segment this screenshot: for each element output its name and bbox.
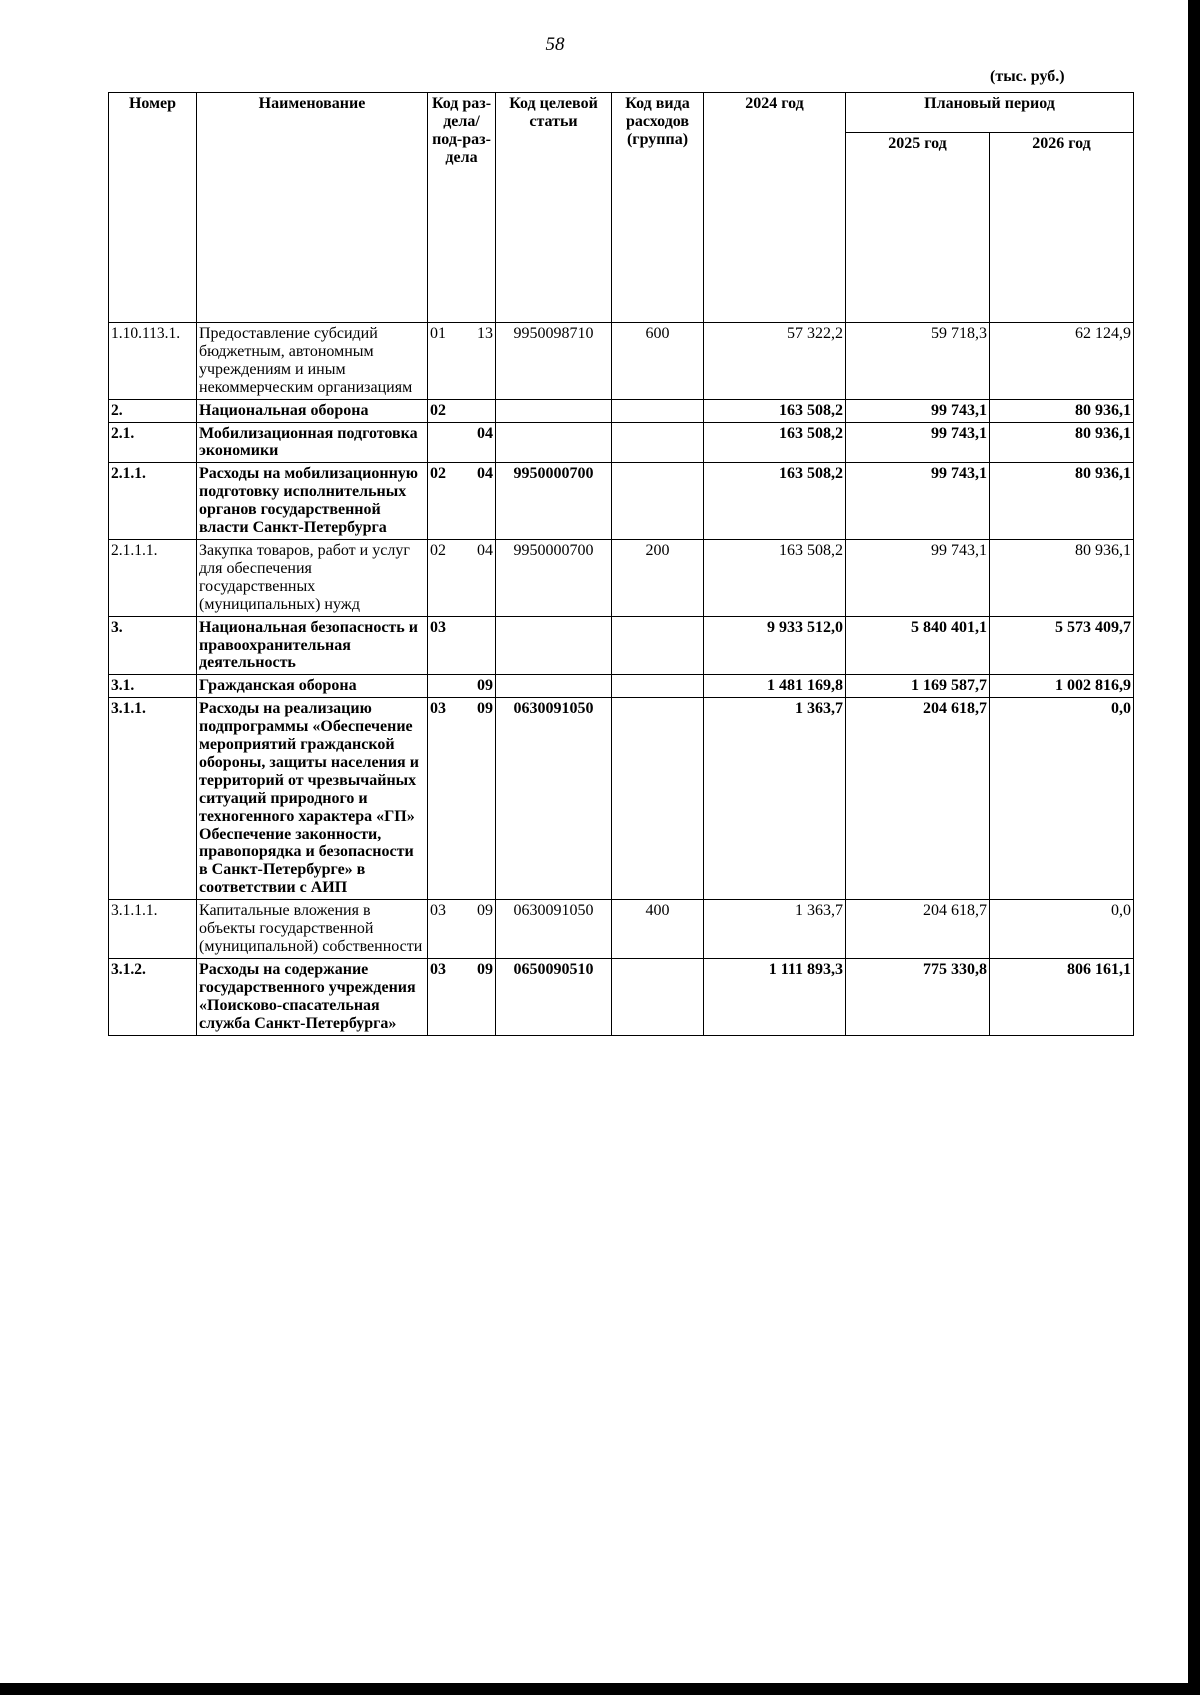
- table-row: [109, 675, 1134, 698]
- row-section: 03: [430, 902, 446, 920]
- row-expense-type: [612, 675, 704, 698]
- row-section: 03: [430, 960, 446, 978]
- row-number: 3.1.1.: [109, 698, 197, 900]
- units-label: (тыс. руб.): [990, 68, 1065, 85]
- row-amount-2024: 1 481 169,8: [704, 675, 846, 698]
- row-amount-2026: 0,0: [990, 900, 1134, 959]
- table-row: [109, 539, 1134, 616]
- row-name: Мобилизационная подготовка экономики: [197, 422, 428, 463]
- row-amount-2026: 1 002 816,9: [990, 675, 1134, 698]
- row-section-code: [428, 323, 496, 400]
- row-section: 01: [430, 325, 446, 342]
- header-target-code: Код целевой статьи: [496, 93, 612, 323]
- row-name: Национальная безопасность и правоохранительная деятельность: [197, 616, 428, 675]
- table-body: [109, 323, 1134, 1036]
- row-amount-2024: 163 508,2: [704, 422, 846, 463]
- row-section-code: [428, 539, 496, 616]
- row-expense-type: [612, 422, 704, 463]
- row-name: Капитальные вложения в объекты государственной (муниципальной) собственности: [197, 900, 428, 959]
- row-amount-2026: 5 573 409,7: [990, 616, 1134, 675]
- row-expense-type: [612, 616, 704, 675]
- row-section-code: [428, 958, 496, 1035]
- row-expense-type: 200: [612, 539, 704, 616]
- row-target-code: [496, 422, 612, 463]
- row-name: Гражданская оборона: [197, 675, 428, 698]
- budget-table: [108, 92, 1134, 1036]
- row-amount-2025: 775 330,8: [846, 958, 990, 1035]
- row-amount-2024: 163 508,2: [704, 463, 846, 540]
- row-amount-2026: 806 161,1: [990, 958, 1134, 1035]
- header-name: Наименование: [197, 93, 428, 323]
- scan-border-bottom: [0, 1683, 1200, 1695]
- row-number: 3.1.2.: [109, 958, 197, 1035]
- row-target-code: 9950098710: [496, 323, 612, 400]
- row-target-code: [496, 675, 612, 698]
- row-expense-type: [612, 698, 704, 900]
- row-amount-2026: 80 936,1: [990, 399, 1134, 422]
- row-target-code: 9950000700: [496, 463, 612, 540]
- header-number: Номер: [109, 93, 197, 323]
- row-subsection: 09: [477, 902, 493, 920]
- scan-border-right: [1188, 0, 1200, 1695]
- row-number: 3.: [109, 616, 197, 675]
- row-amount-2024: 1 111 893,3: [704, 958, 846, 1035]
- table-row: [109, 323, 1134, 400]
- table-row: [109, 399, 1134, 422]
- row-amount-2025: 204 618,7: [846, 698, 990, 900]
- row-amount-2024: 57 322,2: [704, 323, 846, 400]
- row-amount-2024: 163 508,2: [704, 399, 846, 422]
- table-row: [109, 422, 1134, 463]
- row-section-code: [428, 422, 496, 463]
- row-subsection: 04: [477, 541, 493, 559]
- row-section-code: [428, 675, 496, 698]
- row-amount-2024: 1 363,7: [704, 698, 846, 900]
- table-row: [109, 900, 1134, 959]
- header-year-2024: 2024 год: [704, 93, 846, 323]
- row-number: 3.1.1.1.: [109, 900, 197, 959]
- row-amount-2026: 0,0: [990, 698, 1134, 900]
- row-subsection: 04: [477, 465, 493, 483]
- header-section-code: Код раз-дела/ под-раз-дела: [428, 93, 496, 323]
- row-amount-2024: 9 933 512,0: [704, 616, 846, 675]
- row-target-code: 0630091050: [496, 698, 612, 900]
- row-amount-2026: 80 936,1: [990, 539, 1134, 616]
- header-planning-period: Плановый период: [846, 93, 1134, 133]
- row-expense-type: [612, 399, 704, 422]
- row-section-code: [428, 616, 496, 675]
- row-amount-2024: 163 508,2: [704, 539, 846, 616]
- row-amount-2025: 99 743,1: [846, 422, 990, 463]
- row-section: 02: [430, 541, 446, 559]
- row-expense-type: 600: [612, 323, 704, 400]
- row-number: 2.: [109, 399, 197, 422]
- row-number: 2.1.: [109, 422, 197, 463]
- row-section-code: [428, 698, 496, 900]
- header-year-2025: 2025 год: [846, 133, 990, 323]
- row-target-code: [496, 616, 612, 675]
- row-name: Расходы на мобилизационную подготовку исполнительных органов государственной власти Санкт-Петербурга: [197, 463, 428, 540]
- table-row: [109, 958, 1134, 1035]
- row-amount-2026: 80 936,1: [990, 422, 1134, 463]
- table-row: [109, 698, 1134, 900]
- row-section: 03: [430, 618, 446, 636]
- row-section-code: [428, 399, 496, 422]
- row-number: 2.1.1.1.: [109, 539, 197, 616]
- row-subsection: 09: [477, 960, 493, 978]
- table-row: [109, 463, 1134, 540]
- row-amount-2025: 99 743,1: [846, 463, 990, 540]
- row-name: Национальная оборона: [197, 399, 428, 422]
- row-section-code: [428, 463, 496, 540]
- header-expense-type: Код вида расходов (группа): [612, 93, 704, 323]
- row-expense-type: [612, 463, 704, 540]
- row-subsection: 13: [477, 325, 493, 342]
- row-amount-2026: 80 936,1: [990, 463, 1134, 540]
- row-subsection: 09: [477, 700, 493, 718]
- table-row: [109, 616, 1134, 675]
- row-section: 02: [430, 465, 446, 483]
- row-section: 02: [430, 401, 446, 419]
- row-number: 2.1.1.: [109, 463, 197, 540]
- row-section-code: [428, 900, 496, 959]
- row-amount-2024: 1 363,7: [704, 900, 846, 959]
- row-amount-2025: 5 840 401,1: [846, 616, 990, 675]
- row-name: Расходы на содержание государственного учреждения «Поисково-спасательная служба Санкт-Петербурга»: [197, 958, 428, 1035]
- row-subsection: 09: [477, 677, 493, 695]
- row-number: 3.1.: [109, 675, 197, 698]
- row-amount-2025: 99 743,1: [846, 399, 990, 422]
- row-amount-2025: 204 618,7: [846, 900, 990, 959]
- row-amount-2026: 62 124,9: [990, 323, 1134, 400]
- row-target-code: 9950000700: [496, 539, 612, 616]
- row-amount-2025: 1 169 587,7: [846, 675, 990, 698]
- row-amount-2025: 59 718,3: [846, 323, 990, 400]
- row-amount-2025: 99 743,1: [846, 539, 990, 616]
- page-number: 58: [545, 34, 565, 55]
- row-target-code: 0650090510: [496, 958, 612, 1035]
- row-section: 03: [430, 700, 446, 718]
- row-subsection: 04: [477, 424, 493, 442]
- row-name: Расходы на реализацию подпрограммы «Обеспечение мероприятий гражданской обороны, защиты населения и территорий от чрезвычайных ситуаций природного и техногенного характера «ГП» Обеспечение законности, правопорядка и безопасности в Санкт-Петербурге» в соответствии с АИП: [197, 698, 428, 900]
- row-name: Закупка товаров, работ и услуг для обеспечения государственных (муниципальных) нужд: [197, 539, 428, 616]
- row-name: Предоставление субсидий бюджетным, автономным учреждениям и иным некоммерческим организациям: [197, 323, 428, 400]
- row-expense-type: [612, 958, 704, 1035]
- row-target-code: [496, 399, 612, 422]
- header-year-2026: 2026 год: [990, 133, 1134, 323]
- row-expense-type: 400: [612, 900, 704, 959]
- row-target-code: 0630091050: [496, 900, 612, 959]
- row-number: 1.10.113.1.: [109, 323, 197, 400]
